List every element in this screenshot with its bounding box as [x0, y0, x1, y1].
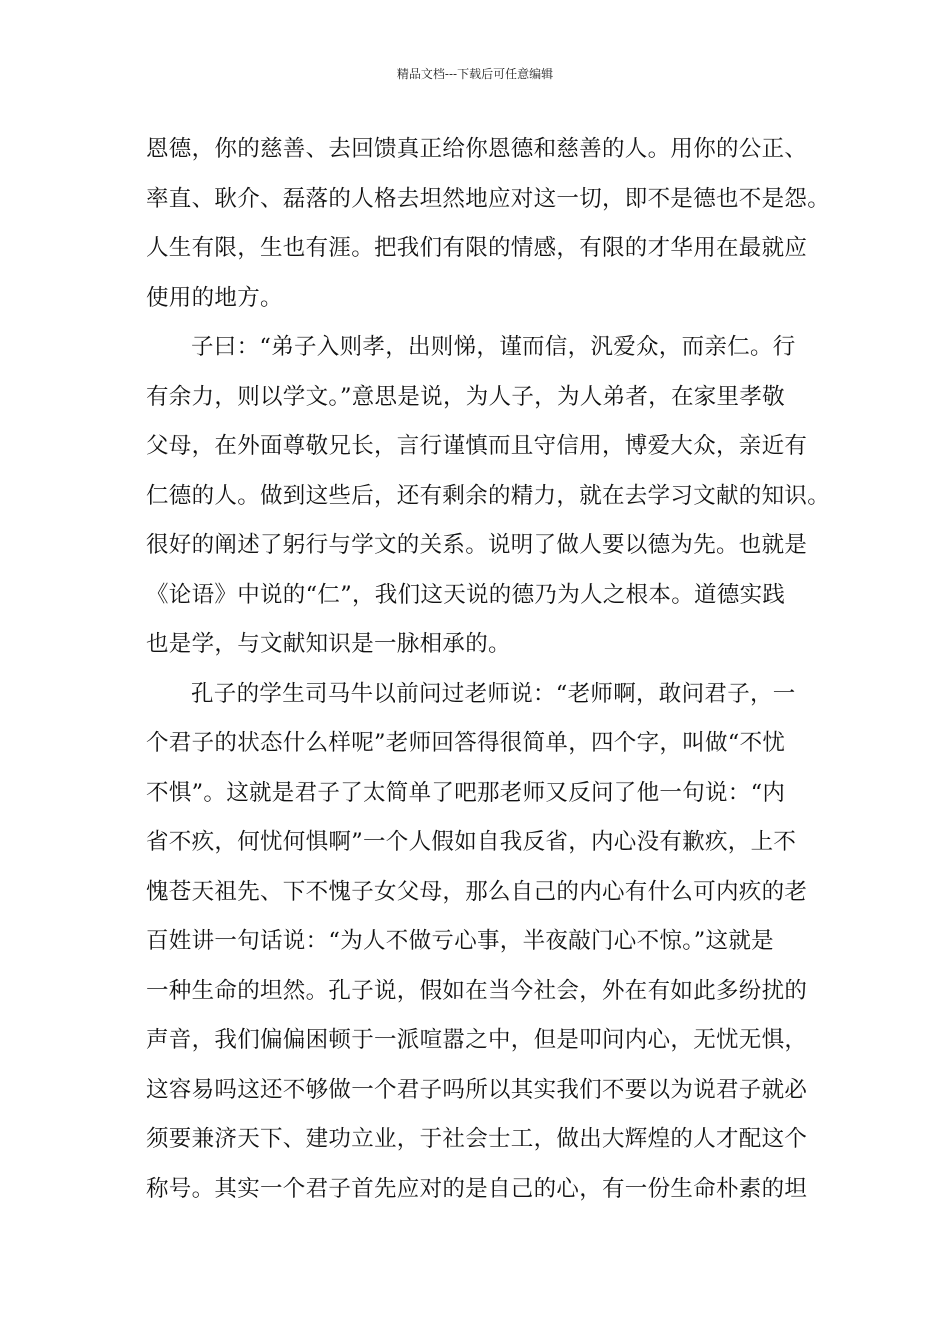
text-line: 有余力，则以学文。”意思是说，为人子，为人弟者，在家里孝敬: [146, 383, 785, 410]
text-line: 个君子的状态什么样呢”老师回答得很简单，四个字，叫做“不忧: [146, 730, 786, 756]
text-line: 也是学，与文献知识是一脉相承的。: [146, 631, 511, 657]
text-line: 父母，在外面尊敬兄长，言行谨慎而且守信用，博爱大众，亲近有: [146, 433, 808, 459]
text-line: 人生有限，生也有涯。把我们有限的情感，有限的才华用在最就应: [146, 235, 808, 261]
text-line: 须要兼济天下、建功立业，于社会士工，做出大辉煌的人才配这个: [146, 1126, 808, 1152]
text-line: 不惧”。这就是君子了太简单了吧那老师又反问了他一句说：“内: [146, 779, 786, 806]
document-body: [146, 131, 831, 1220]
text-line: 这容易吗这还不够做一个君子吗所以其实我们不要以为说君子就必: [146, 1076, 808, 1103]
text-line: 称号。其实一个君子首先应对的是自己的心，有一份生命朴素的坦: [146, 1175, 808, 1202]
text-line: 很好的阐述了躬行与学文的关系。说明了做人要以德为先。也就是: [146, 532, 808, 558]
text-line: 百姓讲一句话说：“为人不做亏心事，半夜敲门心不惊。”这就是: [146, 928, 774, 954]
text-line: 仁德的人。做到这些后，还有剩余的精力，就在去学习文献的知识。: [146, 482, 831, 509]
text-line: 声音，我们偏偏困顿于一派喧嚣之中，但是叩问内心，无忧无惧，: [146, 1027, 808, 1053]
paragraph-first-line: 子曰：“弟子入则孝，出则悌，谨而信，汎爱众，而亲仁。行: [191, 334, 796, 360]
page-header: 精品文档---下载后可任意编辑: [396, 67, 554, 81]
text-line: 愧苍天祖先、下不愧子女父母，那么自己的内心有什么可内疚的老: [146, 878, 808, 905]
text-line: 省不疚，何忧何惧啊”一个人假如自我反省，内心没有歉疚，上不: [146, 829, 797, 855]
text-line: 率直、耿介、磊落的人格去坦然地应对这一切，即不是德也不是怨。: [146, 185, 831, 212]
text-line: 恩德，你的慈善、去回馈真正给你恩德和慈善的人。用你的公正、: [146, 136, 808, 162]
paragraph-first-line: 孔子的学生司马牛以前问过老师说：“老师啊，敢问君子，一: [191, 680, 796, 707]
text-line: 使用的地方。: [146, 284, 283, 311]
text-line: 《论语》中说的“仁”，我们这天说的德乃为人之根本。道德实践: [146, 581, 786, 608]
text-line: 一种生命的坦然。孔子说，假如在当今社会，外在有如此多纷扰的: [146, 977, 808, 1004]
